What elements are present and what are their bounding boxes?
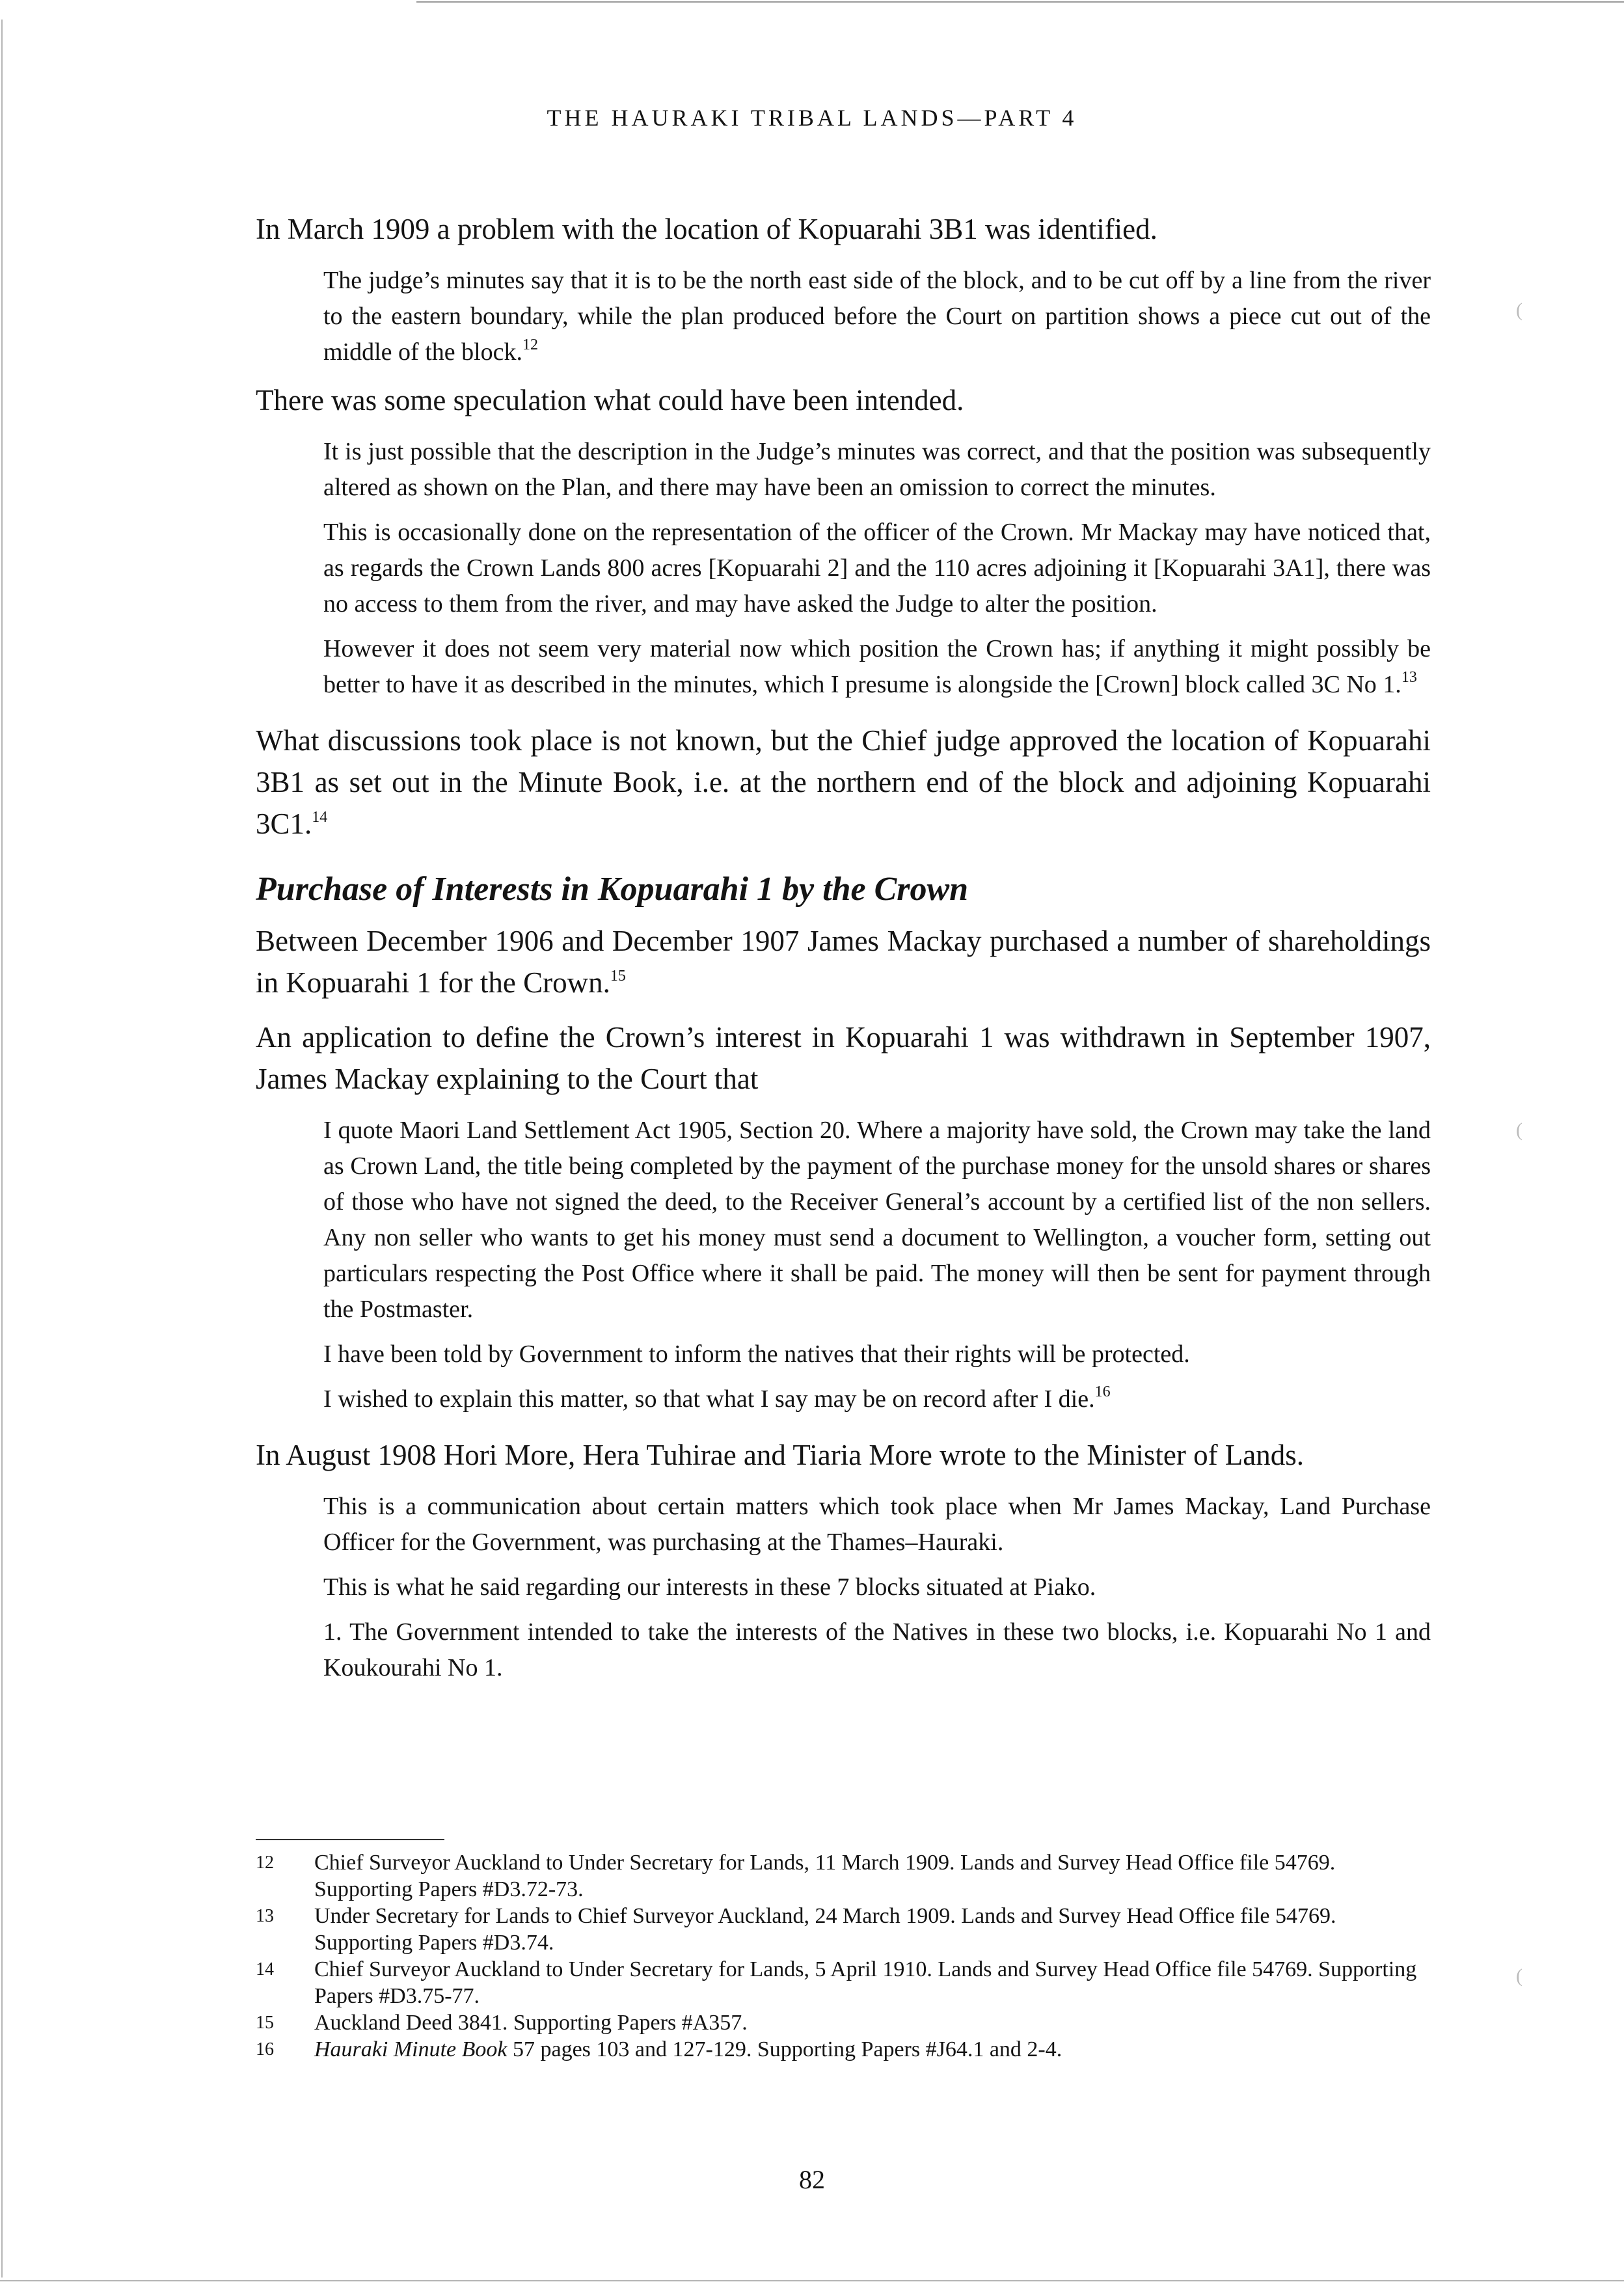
paragraph: There was some speculation what could have been intended. (256, 384, 964, 416)
footnote-number: 15 (256, 2013, 274, 2033)
block-quote: This is a communication about certain matters which took place when Mr James Mackay, Land Purchase Officer for the Government, was purchasing at the Thames–Hauraki. (323, 1493, 1431, 1556)
footnote-text: Chief Surveyor Auckland to Under Secretary for Lands, 11 March 1909. Lands and Survey Head Office file 54769. Supporting Papers #D3.72-73. (314, 1851, 1336, 1901)
scan-speck: ( (1516, 1965, 1522, 1987)
running-header: THE HAURAKI TRIBAL LANDS—PART 4 (547, 105, 1077, 131)
paragraph: An application to define the Crown’s interest in Kopuarahi 1 was withdrawn in September 1907, James Mackay explaining to the Court that (256, 1021, 1431, 1095)
footnote (256, 1849, 1431, 1903)
footnote (256, 1903, 1431, 1956)
block-quote: I quote Maori Land Settlement Act 1905, Section 20. Where a majority have sold, the Crown may take the land as Crown Land, the title being completed by the payment of the purchase money for the unsold shares or shares of those who have not signed the deed, to the Receiver General’s account by a certified list of the non sellers. Any non seller who wants to get his money must send a document to Wellington, a voucher form, setting out particulars respecting the Post Office where it shall be paid. The money will then be sent for payment through the Postmaster. (323, 1117, 1431, 1323)
footnote (256, 2036, 1431, 2063)
footnote-ref[interactable]: 16 (1094, 1383, 1111, 1401)
scan-speck: ( (1516, 299, 1522, 321)
block-quote: The judge’s minutes say that it is to be the north east side of the block, and to be cut off by a line from the river to the eastern boundary, while the plan produced before the Court on partition shows a piece cut out of the middle of the block.$^{12}$ (323, 267, 1431, 366)
footnote-text: Hauraki Minute Book 57 pages 103 and 127-129. Supporting Papers #J64.1 and 2-4. (314, 2037, 1062, 2061)
block-quote: I wished to explain this matter, so that what I say may be on record after I die.$^{16}$ (323, 1383, 1111, 1413)
footnote (256, 2009, 1431, 2036)
paragraph: What discussions took place is not known, but the Chief judge approved the location of Kopuarahi 3B1 as set out in the Minute Book, i.e. at the northern end of the block and adjoining Kopuarahi 3C1.14 (256, 724, 1431, 840)
block-quote: This is occasionally done on the representation of the officer of the Crown. Mr Mackay may have noticed that, as regards the Crown Lands 800 acres [Kopuarahi 2] and the 110 acres adjoining it [Kopuarahi 3A1], there was no access to them from the river, and may have asked the Judge to alter the position. (323, 519, 1431, 618)
footnote-ref[interactable]: 15 (610, 968, 626, 985)
block-quote: This is what he said regarding our interests in these 7 blocks situated at Piako. (323, 1573, 1096, 1601)
paragraph: In August 1908 Hori More, Hera Tuhirae and Tiaria More wrote to the Minister of Lands. (256, 1439, 1305, 1471)
page-number: 82 (799, 2165, 825, 2194)
block-quote: It is just possible that the description in the Judge’s minutes was correct, and that the position was subsequently altered as shown on the Plan, and there may have been an omission to correct the minutes. (323, 438, 1431, 501)
paragraph: In March 1909 a problem with the location of Kopuarahi 3B1 was identified. (256, 213, 1157, 245)
scan-edge-left (1, 20, 3, 2277)
footnote-ref[interactable]: 14 (312, 809, 328, 826)
paragraph: Between December 1906 and December 1907 James Mackay purchased a number of shareholdings in Kopuarahi 1 for the Crown.$^{15}$ (256, 925, 1431, 999)
scan-speck: ( (1516, 1119, 1522, 1141)
footnote-text: Under Secretary for Lands to Chief Surveyor Auckland, 24 March 1909. Lands and Survey Head Office file 54769. Supporting Papers #D3.74. (314, 1904, 1336, 1955)
block-quote: I have been told by Government to inform the natives that their rights will be protected. (323, 1340, 1190, 1368)
footnote-text: Auckland Deed 3841. Supporting Papers #A357. (314, 2011, 748, 2035)
footnote-ref[interactable]: 12 (522, 336, 539, 354)
section-heading: Purchase of Interests in Kopuarahi 1 by the Crown (256, 871, 969, 908)
book-title: Hauraki Minute Book (314, 2037, 508, 2061)
footnote-ref[interactable]: 13 (1401, 669, 1417, 687)
scan-edge-bottom (0, 2280, 1624, 2281)
footnote (256, 1956, 1431, 2009)
footnote-number: 13 (256, 1906, 274, 1926)
footnote-number: 16 (256, 2039, 274, 2060)
body-text (256, 208, 1431, 1695)
footnote-divider (256, 1839, 444, 1840)
footnote-number: 14 (256, 1959, 274, 1979)
footnotes (256, 1849, 1431, 2063)
block-quote: 1. The Government intended to take the interests of the Natives in these two blocks, i.e. Kopuarahi No 1 and Koukourahi No 1. (323, 1618, 1431, 1681)
block-quote: However it does not seem very material now which position the Crown has; if anything it might possibly be better to have it as described in the minutes, which I presume is alongside the [Crown] block called 3C No 1.13 (323, 635, 1431, 698)
footnote-number: 12 (256, 1853, 274, 1873)
footnote-text: Chief Surveyor Auckland to Under Secretary for Lands, 5 April 1910. Lands and Survey Head Office file 54769. Supporting Papers #D3.75-77. (314, 1957, 1417, 2008)
scan-edge-top (416, 1, 1624, 3)
